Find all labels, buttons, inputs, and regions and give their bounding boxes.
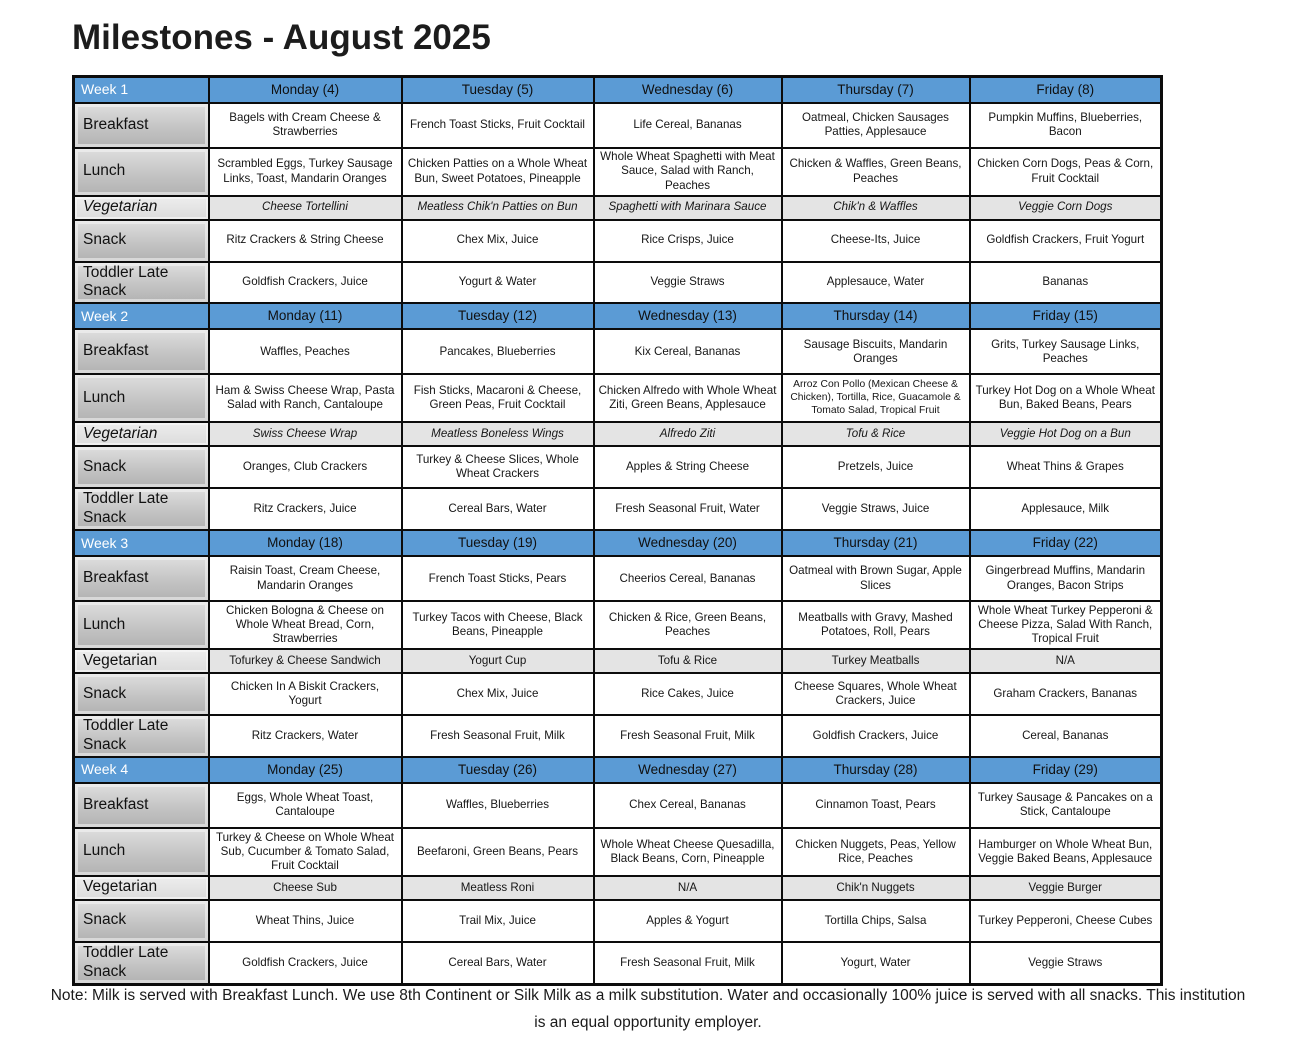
row-label-breakfast: Breakfast <box>74 556 209 601</box>
menu-cell: Trail Mix, Juice <box>402 900 594 942</box>
row-label-breakfast: Breakfast <box>74 783 209 828</box>
menu-cell: Yogurt, Water <box>782 942 970 984</box>
toddler-late-snack-row <box>74 942 1162 984</box>
menu-cell: Goldfish Crackers, Fruit Yogurt <box>970 220 1162 262</box>
menu-cell: Turkey Hot Dog on a Whole Wheat Bun, Baked Beans, Pears <box>970 374 1162 422</box>
day-header: Wednesday (27) <box>594 757 782 783</box>
week-label: Week 4 <box>74 757 209 783</box>
menu-cell: Turkey Tacos with Cheese, Black Beans, Pineapple <box>402 601 594 649</box>
footer-note: Note: Milk is served with Breakfast Lunch. We use 8th Continent or Silk Milk as a milk substitution. Water and occasionally 100% juice is served with all snacks. This institution is an equal opportunity employer. <box>50 987 1246 1032</box>
menu-cell: Scrambled Eggs, Turkey Sausage Links, Toast, Mandarin Oranges <box>209 148 402 196</box>
menu-cell: Veggie Hot Dog on a Bun <box>970 422 1162 446</box>
menu-cell: Chik'n Nuggets <box>782 876 970 900</box>
menu-cell: Whole Wheat Cheese Quesadilla, Black Beans, Corn, Pineapple <box>594 828 782 876</box>
menu-cell: Cheerios Cereal, Bananas <box>594 556 782 601</box>
menu-cell: Chicken & Rice, Green Beans, Peaches <box>594 601 782 649</box>
menu-cell: N/A <box>594 876 782 900</box>
row-label-toddler-late-snack: Toddler Late Snack <box>74 488 209 530</box>
menu-cell: Pretzels, Juice <box>782 446 970 488</box>
row-label-vegetarian: Vegetarian <box>74 876 209 900</box>
menu-cell: Graham Crackers, Bananas <box>970 673 1162 715</box>
menu-cell: Wheat Thins, Juice <box>209 900 402 942</box>
menu-cell: Applesauce, Milk <box>970 488 1162 530</box>
row-label-snack: Snack <box>74 220 209 262</box>
menu-cell: Turkey Pepperoni, Cheese Cubes <box>970 900 1162 942</box>
menu-cell: Meatless Chik'n Patties on Bun <box>402 196 594 220</box>
menu-cell: Fresh Seasonal Fruit, Milk <box>594 942 782 984</box>
week-label: Week 2 <box>74 303 209 329</box>
menu-cell: Pumpkin Muffins, Blueberries, Bacon <box>970 103 1162 148</box>
day-header: Thursday (21) <box>782 530 970 556</box>
menu-cell: Chicken Nuggets, Peas, Yellow Rice, Peaches <box>782 828 970 876</box>
day-header: Friday (22) <box>970 530 1162 556</box>
menu-cell: Meatless Boneless Wings <box>402 422 594 446</box>
menu-cell: Arroz Con Pollo (Mexican Cheese & Chicken), Tortilla, Rice, Guacamole & Tomato Salad, Tropical Fruit <box>782 374 970 422</box>
day-header: Wednesday (20) <box>594 530 782 556</box>
breakfast-row <box>74 103 1162 148</box>
menu-cell: Ham & Swiss Cheese Wrap, Pasta Salad with Ranch, Cantaloupe <box>209 374 402 422</box>
day-header: Friday (15) <box>970 303 1162 329</box>
menu-cell: Kix Cereal, Bananas <box>594 329 782 374</box>
day-header: Monday (18) <box>209 530 402 556</box>
menu-cell: Raisin Toast, Cream Cheese, Mandarin Oranges <box>209 556 402 601</box>
menu-cell: Tortilla Chips, Salsa <box>782 900 970 942</box>
menu-cell: Whole Wheat Turkey Pepperoni & Cheese Pizza, Salad With Ranch, Tropical Fruit <box>970 601 1162 649</box>
menu-cell: Cheese Sub <box>209 876 402 900</box>
menu-cell: Chex Mix, Juice <box>402 220 594 262</box>
row-label-toddler-late-snack: Toddler Late Snack <box>74 262 209 304</box>
menu-cell: Pancakes, Blueberries <box>402 329 594 374</box>
menu-cell: Gingerbread Muffins, Mandarin Oranges, Bacon Strips <box>970 556 1162 601</box>
menu-cell: Turkey Sausage & Pancakes on a Stick, Cantaloupe <box>970 783 1162 828</box>
menu-cell: Ritz Crackers & String Cheese <box>209 220 402 262</box>
menu-cell: Cinnamon Toast, Pears <box>782 783 970 828</box>
snack-row <box>74 673 1162 715</box>
menu-cell: Apples & Yogurt <box>594 900 782 942</box>
menu-cell: Meatballs with Gravy, Mashed Potatoes, Roll, Pears <box>782 601 970 649</box>
menu-cell: Cheese-Its, Juice <box>782 220 970 262</box>
row-label-vegetarian: Vegetarian <box>74 422 209 446</box>
menu-cell: Life Cereal, Bananas <box>594 103 782 148</box>
row-label-breakfast: Breakfast <box>74 103 209 148</box>
lunch-row <box>74 374 1162 422</box>
row-label-snack: Snack <box>74 446 209 488</box>
menu-cell: N/A <box>970 649 1162 673</box>
row-label-snack: Snack <box>74 673 209 715</box>
menu-cell: Cereal Bars, Water <box>402 488 594 530</box>
menu-cell: Oatmeal, Chicken Sausages Patties, Applesauce <box>782 103 970 148</box>
breakfast-row <box>74 783 1162 828</box>
day-header: Monday (4) <box>209 77 402 103</box>
menu-cell: Goldfish Crackers, Juice <box>209 942 402 984</box>
menu-cell: French Toast Sticks, Fruit Cocktail <box>402 103 594 148</box>
day-header: Thursday (7) <box>782 77 970 103</box>
week-label: Week 1 <box>74 77 209 103</box>
menu-cell: Fish Sticks, Macaroni & Cheese, Green Peas, Fruit Cocktail <box>402 374 594 422</box>
menu-cell: Oranges, Club Crackers <box>209 446 402 488</box>
menu-cell: Turkey Meatballs <box>782 649 970 673</box>
menu-cell: Eggs, Whole Wheat Toast, Cantaloupe <box>209 783 402 828</box>
menu-cell: Beefaroni, Green Beans, Pears <box>402 828 594 876</box>
vegetarian-row <box>74 196 1162 220</box>
menu-cell: Turkey & Cheese Slices, Whole Wheat Crackers <box>402 446 594 488</box>
menu-cell: Fresh Seasonal Fruit, Milk <box>402 715 594 757</box>
menu-cell: Chex Cereal, Bananas <box>594 783 782 828</box>
menu-cell: Alfredo Ziti <box>594 422 782 446</box>
menu-cell: Cheese Squares, Whole Wheat Crackers, Juice <box>782 673 970 715</box>
lunch-row <box>74 828 1162 876</box>
day-header: Tuesday (26) <box>402 757 594 783</box>
day-header: Tuesday (19) <box>402 530 594 556</box>
day-header: Monday (25) <box>209 757 402 783</box>
row-label-breakfast: Breakfast <box>74 329 209 374</box>
menu-cell: Sausage Biscuits, Mandarin Oranges <box>782 329 970 374</box>
week-header-row <box>74 757 1162 783</box>
vegetarian-row <box>74 876 1162 900</box>
menu-cell: Applesauce, Water <box>782 262 970 304</box>
menu-cell: Veggie Corn Dogs <box>970 196 1162 220</box>
day-header: Thursday (14) <box>782 303 970 329</box>
menu-cell: Tofurkey & Cheese Sandwich <box>209 649 402 673</box>
menu-cell: Tofu & Rice <box>782 422 970 446</box>
toddler-late-snack-row <box>74 715 1162 757</box>
menu-cell: Ritz Crackers, Juice <box>209 488 402 530</box>
vegetarian-row <box>74 422 1162 446</box>
menu-cell: Chicken In A Biskit Crackers, Yogurt <box>209 673 402 715</box>
menu-cell: Bagels with Cream Cheese & Strawberries <box>209 103 402 148</box>
menu-cell: Veggie Straws, Juice <box>782 488 970 530</box>
day-header: Monday (11) <box>209 303 402 329</box>
row-label-lunch: Lunch <box>74 374 209 422</box>
week-header-row <box>74 530 1162 556</box>
breakfast-row <box>74 556 1162 601</box>
row-label-toddler-late-snack: Toddler Late Snack <box>74 715 209 757</box>
row-label-lunch: Lunch <box>74 148 209 196</box>
day-header: Tuesday (12) <box>402 303 594 329</box>
menu-cell: Tofu & Rice <box>594 649 782 673</box>
menu-cell: Grits, Turkey Sausage Links, Peaches <box>970 329 1162 374</box>
row-label-vegetarian: Vegetarian <box>74 196 209 220</box>
breakfast-row <box>74 329 1162 374</box>
menu-cell: Chicken Corn Dogs, Peas & Corn, Fruit Cocktail <box>970 148 1162 196</box>
menu-cell: Chicken Alfredo with Whole Wheat Ziti, Green Beans, Applesauce <box>594 374 782 422</box>
snack-row <box>74 220 1162 262</box>
day-header: Friday (29) <box>970 757 1162 783</box>
row-label-lunch: Lunch <box>74 601 209 649</box>
menu-cell: Hamburger on Whole Wheat Bun, Veggie Baked Beans, Applesauce <box>970 828 1162 876</box>
menu-cell: Waffles, Peaches <box>209 329 402 374</box>
menu-cell: Turkey & Cheese on Whole Wheat Sub, Cucumber & Tomato Salad, Fruit Cocktail <box>209 828 402 876</box>
menu-cell: Veggie Straws <box>970 942 1162 984</box>
day-header: Friday (8) <box>970 77 1162 103</box>
menu-cell: Chicken Bologna & Cheese on Whole Wheat Bread, Corn, Strawberries <box>209 601 402 649</box>
day-header: Wednesday (6) <box>594 77 782 103</box>
page-title: Milestones - August 2025 <box>72 18 491 57</box>
menu-cell: Fresh Seasonal Fruit, Water <box>594 488 782 530</box>
menu-cell: Chicken Patties on a Whole Wheat Bun, Sweet Potatoes, Pineapple <box>402 148 594 196</box>
menu-cell: Goldfish Crackers, Juice <box>782 715 970 757</box>
menu-cell: Cereal, Bananas <box>970 715 1162 757</box>
menu-cell: Chik'n & Waffles <box>782 196 970 220</box>
day-header: Tuesday (5) <box>402 77 594 103</box>
menu-cell: Apples & String Cheese <box>594 446 782 488</box>
menu-cell: Chicken & Waffles, Green Beans, Peaches <box>782 148 970 196</box>
menu-cell: French Toast Sticks, Pears <box>402 556 594 601</box>
menu-cell: Waffles, Blueberries <box>402 783 594 828</box>
week-header-row <box>74 77 1162 103</box>
row-label-vegetarian: Vegetarian <box>74 649 209 673</box>
menu-cell: Veggie Straws <box>594 262 782 304</box>
menu-cell: Swiss Cheese Wrap <box>209 422 402 446</box>
toddler-late-snack-row <box>74 488 1162 530</box>
toddler-late-snack-row <box>74 262 1162 304</box>
snack-row <box>74 446 1162 488</box>
snack-row <box>74 900 1162 942</box>
lunch-row <box>74 148 1162 196</box>
menu-cell: Yogurt Cup <box>402 649 594 673</box>
day-header: Wednesday (13) <box>594 303 782 329</box>
row-label-snack: Snack <box>74 900 209 942</box>
menu-cell: Chex Mix, Juice <box>402 673 594 715</box>
week-header-row <box>74 303 1162 329</box>
menu-table <box>72 75 1163 986</box>
menu-cell: Whole Wheat Spaghetti with Meat Sauce, Salad with Ranch, Peaches <box>594 148 782 196</box>
menu-cell: Fresh Seasonal Fruit, Milk <box>594 715 782 757</box>
row-label-lunch: Lunch <box>74 828 209 876</box>
menu-cell: Wheat Thins & Grapes <box>970 446 1162 488</box>
week-label: Week 3 <box>74 530 209 556</box>
menu-cell: Meatless Roni <box>402 876 594 900</box>
menu-cell: Rice Crisps, Juice <box>594 220 782 262</box>
day-header: Thursday (28) <box>782 757 970 783</box>
vegetarian-row <box>74 649 1162 673</box>
menu-cell: Spaghetti with Marinara Sauce <box>594 196 782 220</box>
menu-cell: Cereal Bars, Water <box>402 942 594 984</box>
menu-cell: Oatmeal with Brown Sugar, Apple Slices <box>782 556 970 601</box>
row-label-toddler-late-snack: Toddler Late Snack <box>74 942 209 984</box>
menu-cell: Bananas <box>970 262 1162 304</box>
menu-cell: Goldfish Crackers, Juice <box>209 262 402 304</box>
menu-cell: Veggie Burger <box>970 876 1162 900</box>
menu-cell: Cheese Tortellini <box>209 196 402 220</box>
menu-cell: Ritz Crackers, Water <box>209 715 402 757</box>
menu-cell: Rice Cakes, Juice <box>594 673 782 715</box>
menu-cell: Yogurt & Water <box>402 262 594 304</box>
lunch-row <box>74 601 1162 649</box>
